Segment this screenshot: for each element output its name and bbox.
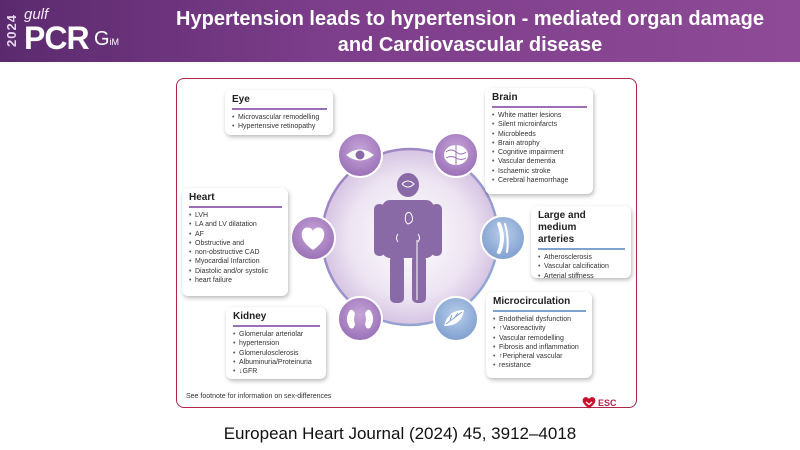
- eye-box: [225, 90, 333, 135]
- heart-item-1: • LVH: [189, 211, 282, 220]
- micro-item-2: • ↑Vasoreactivity: [493, 324, 586, 333]
- arteries-list: [538, 253, 625, 281]
- microcirculation-list: [493, 315, 586, 371]
- kidney-title: Kidney: [233, 311, 320, 327]
- kidney-box: [226, 307, 326, 379]
- heart-item-6: • Myocardial Infarction: [189, 257, 282, 266]
- esc-label: ESC: [598, 397, 617, 408]
- brain-item-7: • Ischaemic stroke: [492, 167, 587, 176]
- brain-item-5: • Cognitive impairment: [492, 148, 587, 157]
- heart-list: [189, 211, 282, 285]
- brain-item-8: • Cerebral haemorrhage: [492, 176, 587, 185]
- heart-item-8: • heart failure: [189, 276, 282, 285]
- arteries-item-2: • Vascular calcification: [538, 262, 625, 271]
- title-line-1: Hypertension leads to hypertension - mediated organ damage: [176, 8, 764, 30]
- heart-title: Heart: [189, 192, 282, 208]
- micro-item-5: • ↑Peripheral vascular: [493, 352, 586, 361]
- brain-box: [485, 88, 593, 194]
- eye-item-2: • Hypertensive retinopathy: [232, 122, 327, 131]
- brain-item-2: • Silent microinfarcts: [492, 120, 587, 129]
- kidney-item-4: • Albuminuria/Proteinuria: [233, 358, 320, 367]
- logo-year: 2024: [4, 14, 19, 48]
- arteries-title: [538, 210, 625, 250]
- micro-item-4: • Fibrosis and inflammation: [493, 343, 586, 352]
- brain-title: Brain: [492, 92, 587, 108]
- sex-differences-footnote: See footnote for information on sex-differences: [186, 393, 332, 400]
- heart-box: [182, 188, 288, 296]
- esc-heart-icon: [582, 396, 596, 409]
- brain-organ-icon: [434, 133, 478, 177]
- title-line-2: and Cardiovascular disease: [337, 34, 603, 56]
- heart-item-4: • Obstructive and: [189, 239, 282, 248]
- micro-item-1: • Endothelial dysfunction: [493, 315, 586, 324]
- logo-gim-suffix: iM: [109, 37, 120, 47]
- logo-pcr: PCR: [24, 20, 89, 56]
- eye-organ-icon: [338, 133, 382, 177]
- arteries-item-3: • Arterial stiffness: [538, 272, 625, 281]
- kidney-item-1: • Glomerular arteriolar: [233, 330, 320, 339]
- kidney-item-2: • hypertension: [233, 339, 320, 348]
- kidney-item-5: • ↓GFR: [233, 367, 320, 376]
- arteries-item-1: • Atherosclerosis: [538, 253, 625, 262]
- kidney-item-3: • Glomerulosclerosis: [233, 349, 320, 358]
- brain-list: [492, 111, 587, 185]
- logo-gulf: gulf: [24, 6, 49, 23]
- microcirculation-organ-icon: [434, 297, 478, 341]
- brain-item-1: • White matter lesions: [492, 111, 587, 120]
- brain-item-6: • Vascular dementia: [492, 157, 587, 166]
- micro-item-6: • resistance: [493, 361, 586, 370]
- arteries-box: [531, 206, 631, 278]
- microcirculation-title: Microcirculation: [493, 296, 586, 312]
- eye-list: [232, 113, 327, 132]
- microcirculation-box: [486, 292, 592, 378]
- heart-item-2: • LA and LV dilatation: [189, 220, 282, 229]
- kidney-organ-icon: [338, 297, 382, 341]
- heart-item-7: • Diastolic and/or systolic: [189, 267, 282, 276]
- artery-organ-icon: [481, 216, 525, 260]
- kidney-list: [233, 330, 320, 376]
- logo-gim-letter: G: [94, 28, 110, 50]
- brain-item-3: • Microbleeds: [492, 130, 587, 139]
- brain-item-4: • Brain atrophy: [492, 139, 587, 148]
- micro-item-3: • Vascular remodelling: [493, 334, 586, 343]
- citation: European Heart Journal (2024) 45, 3912–4018: [223, 424, 577, 443]
- heart-item-5: • non-obstructive CAD: [189, 248, 282, 257]
- eye-title: Eye: [232, 94, 327, 110]
- arteries-title-line-2: arteries: [538, 234, 575, 245]
- heart-organ-icon: [291, 216, 335, 260]
- eye-item-1: • Microvascular remodelling: [232, 113, 327, 122]
- heart-item-3: • AF: [189, 230, 282, 239]
- esc-logo: [582, 396, 617, 409]
- arteries-title-line-1: Large and medium: [538, 210, 586, 233]
